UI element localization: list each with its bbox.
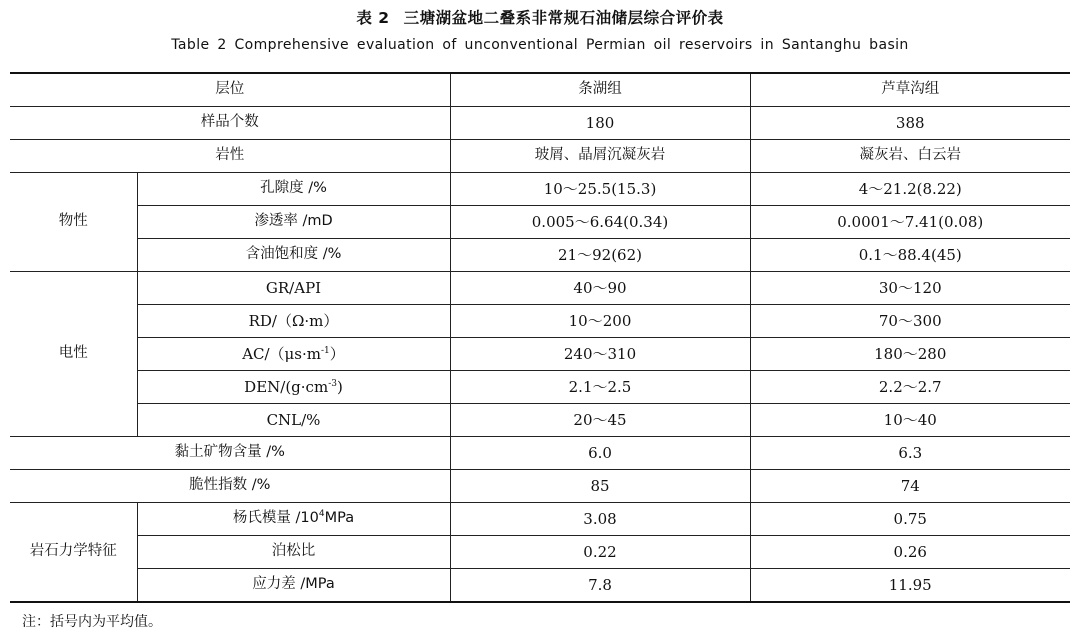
row-label: CNL/% bbox=[137, 404, 450, 437]
value-col1: 6.0 bbox=[450, 437, 750, 470]
row-label: RD/（Ω·m） bbox=[137, 305, 450, 338]
table-row bbox=[10, 470, 1070, 503]
value-col2: 4～21.2(8.22) bbox=[750, 173, 1070, 206]
row-label bbox=[137, 371, 450, 404]
value-col2: 30～120 bbox=[750, 272, 1070, 305]
label-tail: ) bbox=[336, 377, 343, 396]
label-main: 杨氏模量 /10 bbox=[232, 510, 319, 527]
header-col1: 条湖组 bbox=[450, 73, 750, 107]
group-electrical: 电性 bbox=[10, 272, 137, 437]
table-title-en: Table 2 Comprehensive evaluation of unconventional Permian oil reservoirs in Santanghu basin bbox=[171, 37, 909, 53]
value-col2: 6.3 bbox=[750, 437, 1070, 470]
row-label: GR/API bbox=[137, 272, 450, 305]
header-col2: 芦草沟组 bbox=[750, 73, 1070, 107]
value-col1: 0.22 bbox=[450, 536, 750, 569]
label-main: DEN/(g·cm bbox=[244, 377, 329, 396]
value-col2: 74 bbox=[750, 470, 1070, 503]
value-col2: 11.95 bbox=[750, 569, 1070, 603]
value-col1: 240～310 bbox=[450, 338, 750, 371]
row-label: 泊松比 bbox=[137, 536, 450, 569]
table-title-cn-text: 三塘湖盆地二叠系非常规石油储层综合评价表 bbox=[403, 9, 724, 27]
table-row bbox=[10, 272, 1070, 305]
table-row bbox=[10, 404, 1070, 437]
value-col2: 388 bbox=[750, 107, 1070, 140]
table-row bbox=[10, 140, 1070, 173]
row-label: 黏土矿物含量 /% bbox=[10, 437, 450, 470]
value-col2: 70～300 bbox=[750, 305, 1070, 338]
value-col1: 10～200 bbox=[450, 305, 750, 338]
value-col1: 3.08 bbox=[450, 503, 750, 536]
value-col1: 21～92(62) bbox=[450, 239, 750, 272]
evaluation-table bbox=[10, 72, 1070, 603]
value-col1: 85 bbox=[450, 470, 750, 503]
row-label: 样品个数 bbox=[10, 107, 450, 140]
row-label: 渗透率 /mD bbox=[137, 206, 450, 239]
header-row bbox=[10, 73, 1070, 107]
value-col1: 20～45 bbox=[450, 404, 750, 437]
value-col2: 0.75 bbox=[750, 503, 1070, 536]
value-col1: 180 bbox=[450, 107, 750, 140]
table-row bbox=[10, 338, 1070, 371]
table-row bbox=[10, 371, 1070, 404]
value-col1: 玻屑、晶屑沉凝灰岩 bbox=[450, 140, 750, 173]
value-col1: 0.005～6.64(0.34) bbox=[450, 206, 750, 239]
row-label bbox=[137, 338, 450, 371]
row-label bbox=[137, 503, 450, 536]
value-col2: 0.26 bbox=[750, 536, 1070, 569]
table-title-cn bbox=[0, 6, 1080, 28]
value-col1: 7.8 bbox=[450, 569, 750, 603]
row-label: 孔隙度 /% bbox=[137, 173, 450, 206]
value-col1: 40～90 bbox=[450, 272, 750, 305]
label-main: AC/（μs·m bbox=[242, 344, 321, 363]
table-number: 表 2 bbox=[356, 9, 390, 27]
table-note: 注：括号内为平均值。 bbox=[22, 614, 162, 630]
value-col2: 凝灰岩、白云岩 bbox=[750, 140, 1070, 173]
label-sup: -1 bbox=[321, 345, 330, 356]
value-col1: 2.1～2.5 bbox=[450, 371, 750, 404]
value-col2: 0.0001～7.41(0.08) bbox=[750, 206, 1070, 239]
row-label: 岩性 bbox=[10, 140, 450, 173]
value-col2: 10～40 bbox=[750, 404, 1070, 437]
label-tail: MPa bbox=[324, 510, 355, 527]
table-row bbox=[10, 569, 1070, 603]
table-row bbox=[10, 107, 1070, 140]
table-row bbox=[10, 503, 1070, 536]
value-col2: 180～280 bbox=[750, 338, 1070, 371]
group-physical: 物性 bbox=[10, 173, 137, 272]
table-row bbox=[10, 305, 1070, 338]
table-row bbox=[10, 173, 1070, 206]
row-label: 脆性指数 /% bbox=[10, 470, 450, 503]
row-label: 含油饱和度 /% bbox=[137, 239, 450, 272]
value-col1: 10～25.5(15.3) bbox=[450, 173, 750, 206]
table-row bbox=[10, 536, 1070, 569]
header-layer: 层位 bbox=[10, 73, 450, 107]
row-label: 应力差 /MPa bbox=[137, 569, 450, 603]
value-col2: 2.2～2.7 bbox=[750, 371, 1070, 404]
group-mechanical: 岩石力学特征 bbox=[10, 503, 137, 603]
value-col2: 0.1～88.4(45) bbox=[750, 239, 1070, 272]
table-row bbox=[10, 437, 1070, 470]
label-tail: ） bbox=[329, 344, 345, 363]
table-row bbox=[10, 206, 1070, 239]
label-sup: 4 bbox=[318, 509, 325, 520]
label-sup: -3 bbox=[328, 378, 337, 389]
table-row bbox=[10, 239, 1070, 272]
